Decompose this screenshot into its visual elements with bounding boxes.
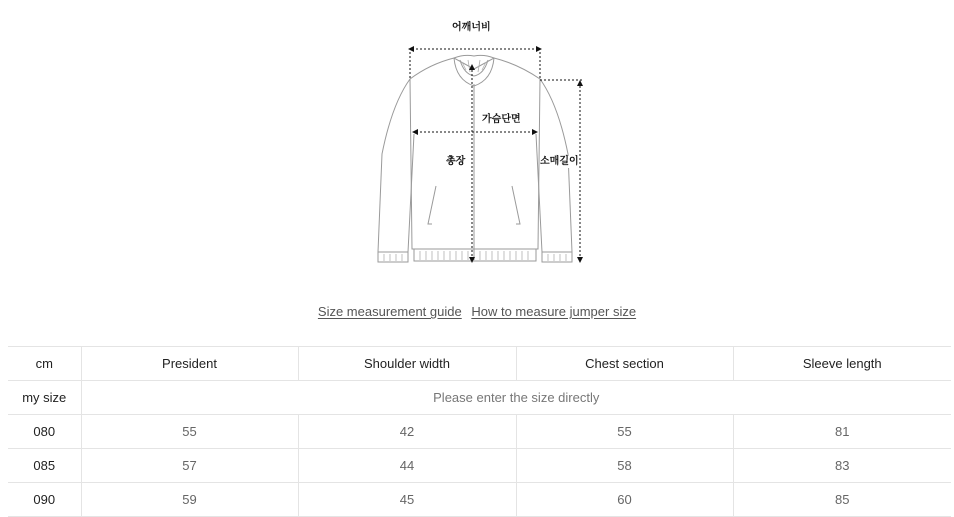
cell-shoulder: 42 [298, 415, 516, 449]
my-size-label: my size [8, 381, 81, 415]
cell-shoulder: 44 [298, 449, 516, 483]
cell-shoulder: 45 [298, 483, 516, 517]
shoulder-label: 어깨너비 [452, 22, 491, 33]
cell-sleeve: 83 [733, 449, 951, 483]
size-label: 090 [8, 483, 81, 517]
chest-label: 가슴단면 [482, 114, 521, 125]
cell-length: 59 [81, 483, 298, 517]
cell-length: 55 [81, 415, 298, 449]
my-size-input-prompt[interactable]: Please enter the size directly [81, 381, 951, 415]
header-unit: cm [8, 347, 81, 381]
my-size-row [8, 381, 951, 415]
size-table [8, 346, 951, 517]
header-length: President [81, 347, 298, 381]
size-label: 080 [8, 415, 81, 449]
table-row [8, 483, 951, 517]
length-label: 총장 [446, 156, 466, 167]
cell-chest: 55 [516, 415, 733, 449]
cell-sleeve: 81 [733, 415, 951, 449]
jumper-measure-link[interactable]: How to measure jumper size [471, 304, 637, 319]
cell-chest: 60 [516, 483, 733, 517]
jacket-measurement-diagram [370, 14, 590, 270]
table-row [8, 415, 951, 449]
table-header-row [8, 347, 951, 381]
jacket-illustration [370, 14, 590, 270]
size-label: 085 [8, 449, 81, 483]
guide-links [0, 304, 954, 319]
cell-length: 57 [81, 449, 298, 483]
table-row [8, 449, 951, 483]
header-chest: Chest section [516, 347, 733, 381]
header-sleeve: Sleeve length [733, 347, 951, 381]
cell-sleeve: 85 [733, 483, 951, 517]
sleeve-label: 소매길이 [540, 156, 579, 167]
header-shoulder: Shoulder width [298, 347, 516, 381]
size-guide-link[interactable]: Size measurement guide [317, 304, 462, 319]
cell-chest: 58 [516, 449, 733, 483]
